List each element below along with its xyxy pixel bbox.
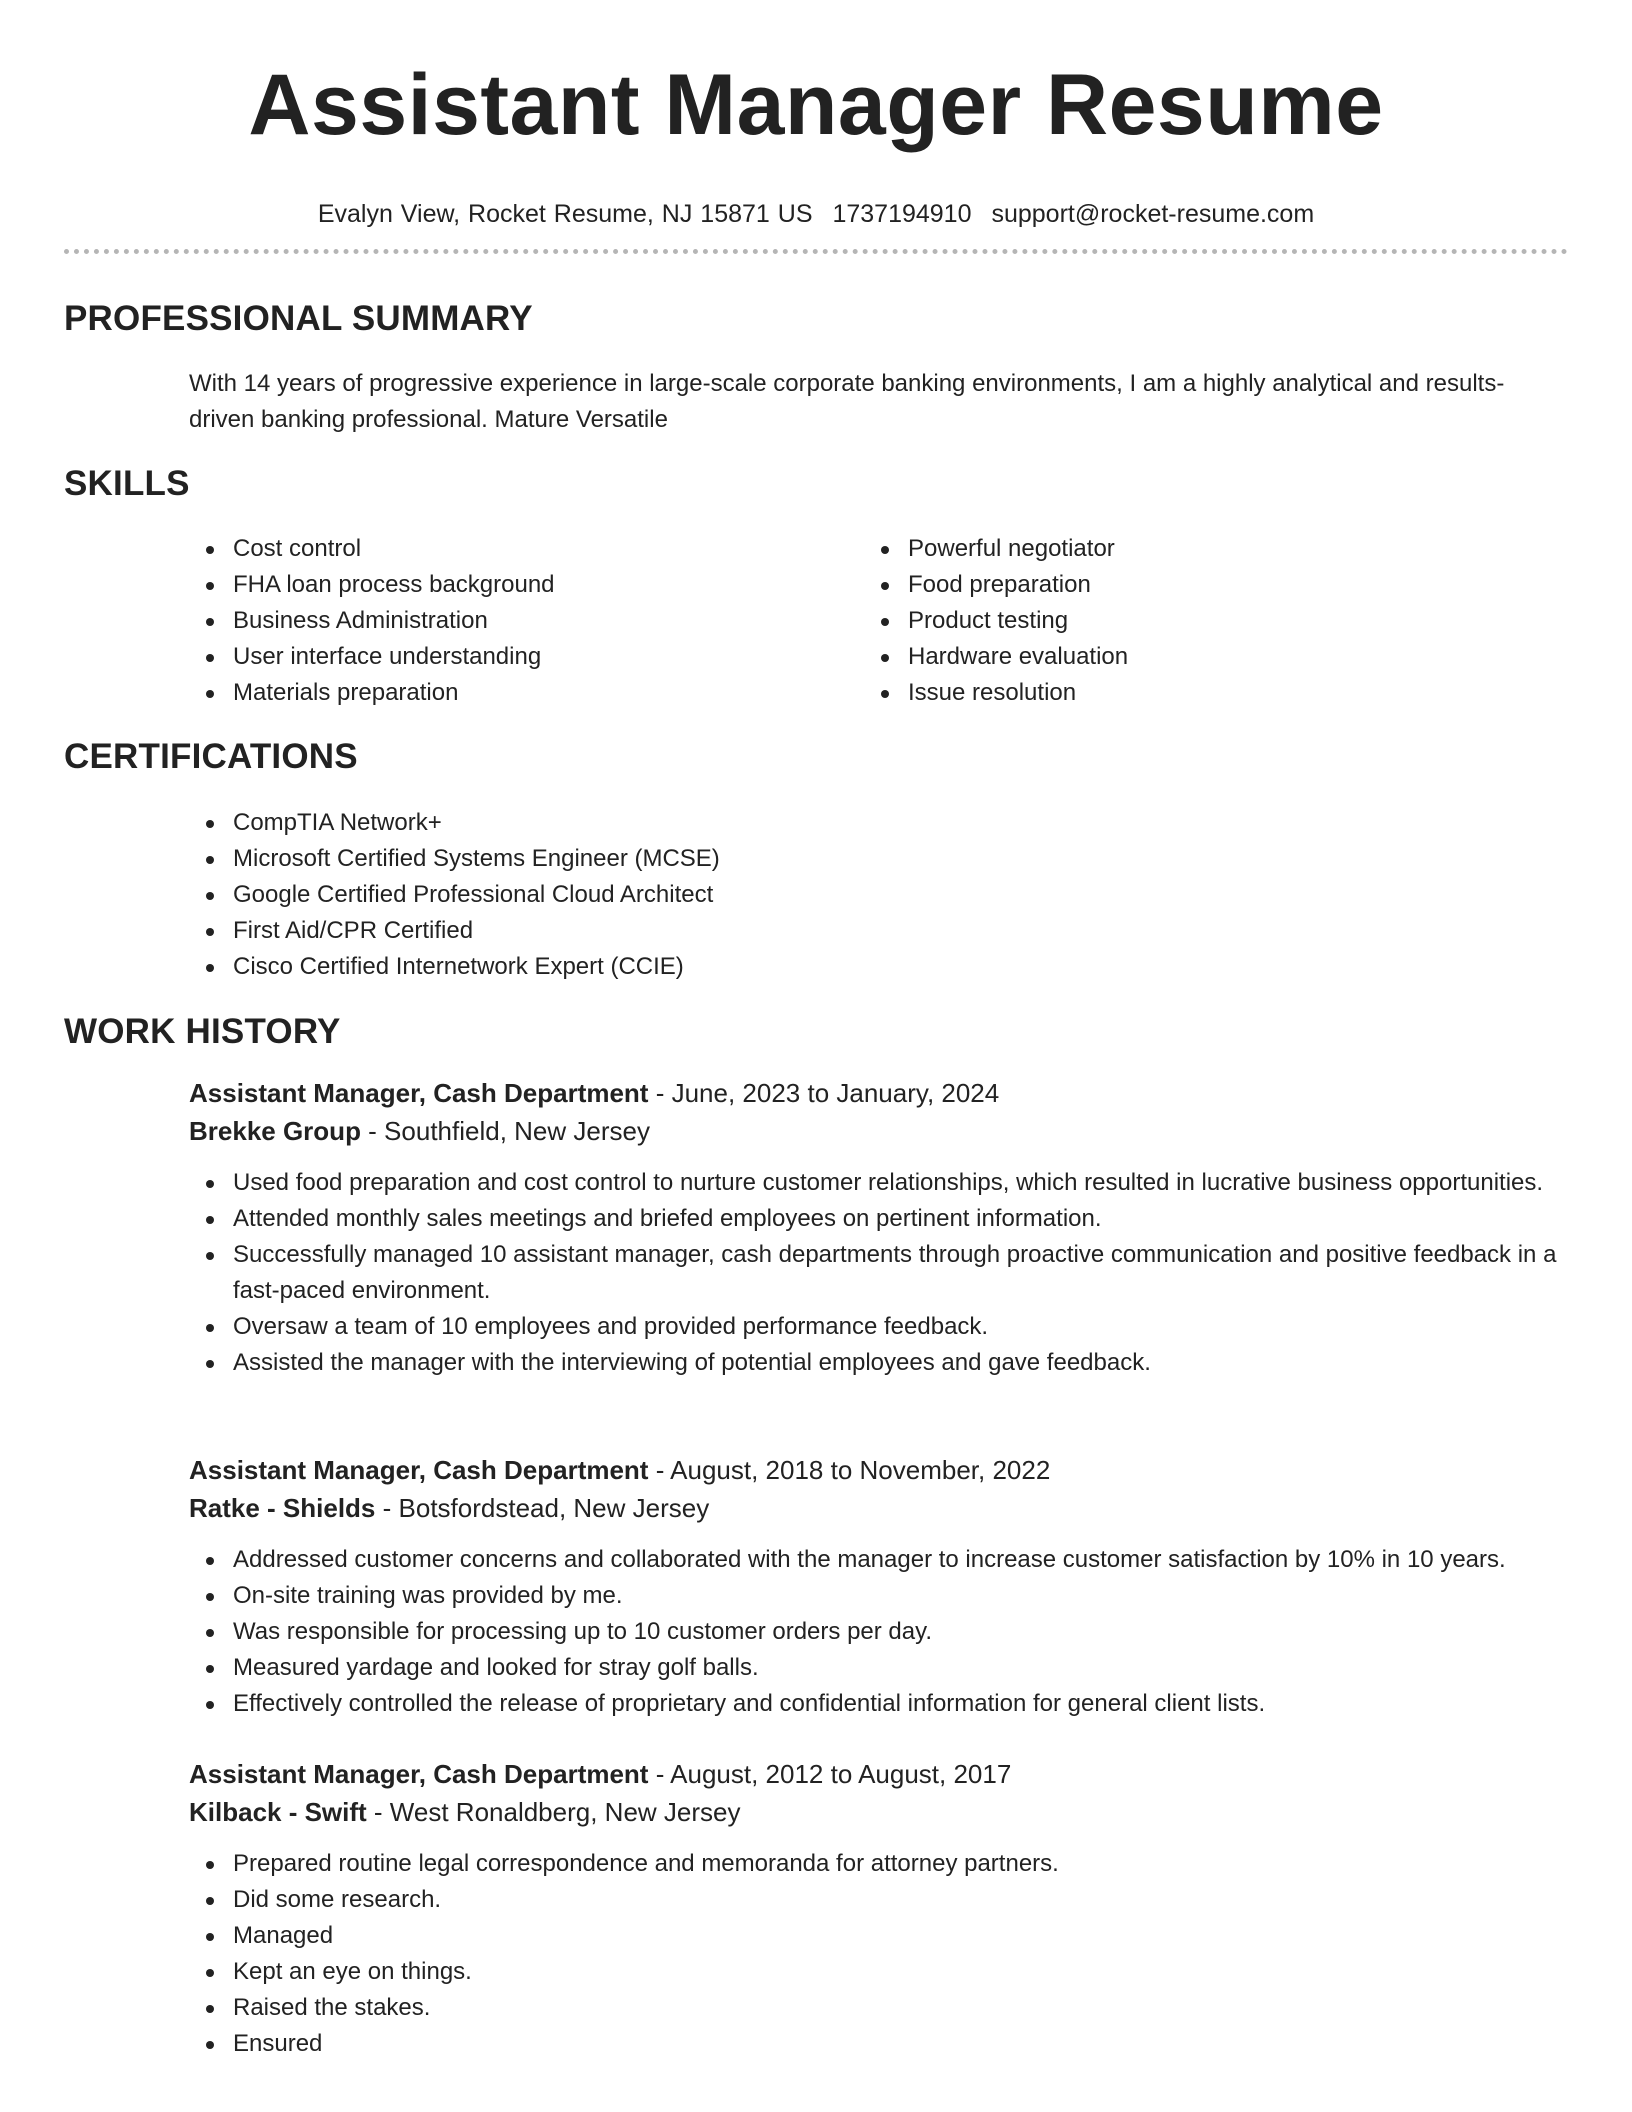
job-title: Assistant Manager, Cash Department	[189, 1078, 649, 1108]
job-bullets	[189, 1165, 1579, 1381]
job-bullet: Ensured	[189, 2026, 1579, 2062]
job-title-line	[189, 1452, 1579, 1488]
job-bullet: Used food preparation and cost control to nurture customer relationships, which resulted in lucrative business opportunities.	[189, 1165, 1579, 1201]
job-bullet: Raised the stakes.	[189, 1990, 1579, 2026]
skill-item: FHA loan process background	[189, 567, 829, 603]
job-dates: - June, 2023 to January, 2024	[648, 1078, 1000, 1108]
job-bullet: Attended monthly sales meetings and briefed employees on pertinent information.	[189, 1201, 1579, 1237]
job-bullet: Kept an eye on things.	[189, 1954, 1579, 1990]
skill-item: Product testing	[864, 603, 1504, 639]
job-bullet: Prepared routine legal correspondence and memoranda for attorney partners.	[189, 1846, 1579, 1882]
certification-item: Google Certified Professional Cloud Architect	[189, 877, 1189, 913]
job-bullet: On-site training was provided by me.	[189, 1578, 1579, 1614]
job-title: Assistant Manager, Cash Department	[189, 1759, 649, 1789]
contact-email: support@rocket-resume.com	[991, 200, 1315, 228]
skill-item: Materials preparation	[189, 675, 829, 711]
job-title: Assistant Manager, Cash Department	[189, 1455, 649, 1485]
contact-line	[64, 199, 1568, 229]
job-entry	[189, 1452, 1579, 1722]
header-divider	[64, 249, 1568, 254]
skill-item: Business Administration	[189, 603, 829, 639]
job-location: - Southfield, New Jersey	[360, 1116, 650, 1146]
skill-item: Issue resolution	[864, 675, 1504, 711]
section-title-skills: SKILLS	[64, 464, 190, 503]
job-bullets	[189, 1542, 1579, 1722]
resume-title: Assistant Manager Resume	[248, 57, 1384, 153]
contact-address: Evalyn View, Rocket Resume, NJ 15871 US	[317, 200, 813, 228]
job-location: - West Ronaldberg, New Jersey	[366, 1797, 741, 1827]
job-bullet: Successfully managed 10 assistant manager, cash departments through proactive communication and positive feedback in a fast-paced environment.	[189, 1237, 1579, 1309]
job-dates: - August, 2018 to November, 2022	[648, 1455, 1051, 1485]
job-company-line	[189, 1794, 1579, 1830]
certifications-list	[189, 805, 1189, 985]
certification-item: Microsoft Certified Systems Engineer (MCSE)	[189, 841, 1189, 877]
job-company-line	[189, 1113, 1579, 1149]
job-company-line	[189, 1490, 1579, 1526]
certification-item: CompTIA Network+	[189, 805, 1189, 841]
job-bullet: Was responsible for processing up to 10 customer orders per day.	[189, 1614, 1579, 1650]
skill-item: Food preparation	[864, 567, 1504, 603]
certification-item: First Aid/CPR Certified	[189, 913, 1189, 949]
skill-item: Cost control	[189, 531, 829, 567]
certification-item: Cisco Certified Internetwork Expert (CCIE)	[189, 949, 1189, 985]
skill-item: User interface understanding	[189, 639, 829, 675]
job-bullet: Effectively controlled the release of proprietary and confidential information for general client lists.	[189, 1686, 1579, 1722]
contact-phone: 1737194910	[832, 200, 972, 228]
section-title-summary: PROFESSIONAL SUMMARY	[64, 299, 533, 338]
skill-item: Powerful negotiator	[864, 531, 1504, 567]
job-bullet: Assisted the manager with the interviewing of potential employees and gave feedback.	[189, 1345, 1579, 1381]
job-bullets	[189, 1846, 1579, 2062]
section-title-certifications: CERTIFICATIONS	[64, 737, 358, 776]
section-title-work-history: WORK HISTORY	[64, 1012, 341, 1051]
job-dates: - August, 2012 to August, 2017	[648, 1759, 1012, 1789]
skills-list-right	[864, 531, 1504, 711]
skills-list-left	[189, 531, 829, 711]
job-company: Brekke Group	[189, 1116, 361, 1146]
job-bullet: Managed	[189, 1918, 1579, 1954]
job-bullet: Addressed customer concerns and collaborated with the manager to increase customer satisfaction by 10% in 10 years.	[189, 1542, 1579, 1578]
job-bullet: Oversaw a team of 10 employees and provided performance feedback.	[189, 1309, 1579, 1345]
skill-item: Hardware evaluation	[864, 639, 1504, 675]
job-company: Ratke - Shields	[189, 1493, 376, 1523]
summary-text: With 14 years of progressive experience in large-scale corporate banking environments, I am a highly analytical and results-driven banking professional. Mature Versatile	[189, 370, 1505, 433]
job-company: Kilback - Swift	[189, 1797, 367, 1827]
job-entry	[189, 1075, 1579, 1381]
job-entry	[189, 1756, 1579, 2062]
job-location: - Botsfordstead, New Jersey	[375, 1493, 710, 1523]
job-title-line	[189, 1756, 1579, 1792]
job-title-line	[189, 1075, 1579, 1111]
resume-header	[64, 55, 1568, 229]
job-bullet: Did some research.	[189, 1882, 1579, 1918]
job-bullet: Measured yardage and looked for stray golf balls.	[189, 1650, 1579, 1686]
